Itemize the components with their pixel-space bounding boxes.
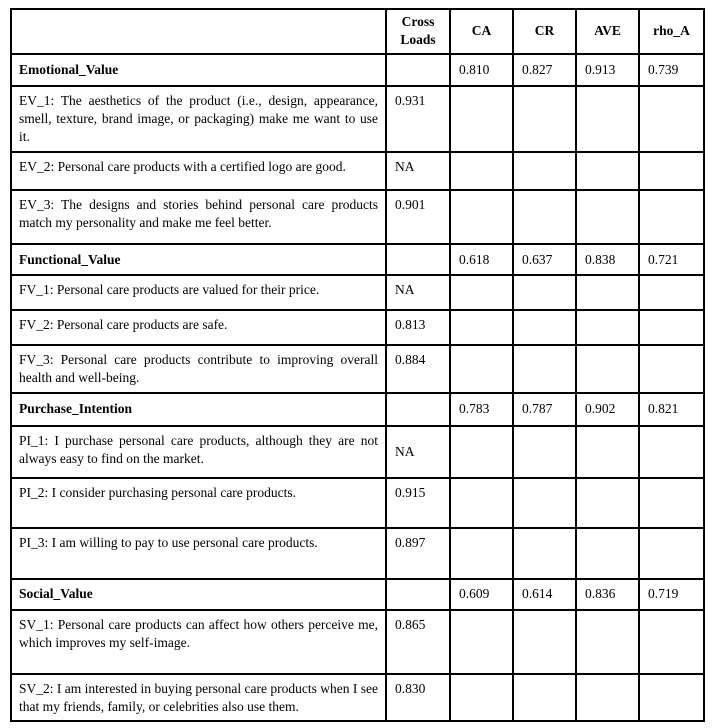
cross-loads-cell: 0.901 bbox=[386, 190, 450, 244]
ave-cell: 0.836 bbox=[576, 579, 639, 610]
item-row bbox=[11, 310, 704, 345]
header-row bbox=[11, 9, 704, 54]
rho-a-cell: 0.821 bbox=[639, 393, 704, 426]
cross-loads-cell: NA bbox=[386, 275, 450, 310]
cr-cell bbox=[513, 275, 576, 310]
rho-a-cell bbox=[639, 190, 704, 244]
item-row bbox=[11, 190, 704, 244]
cross-loads-cell: NA bbox=[386, 426, 450, 478]
col-header-ca: CA bbox=[450, 9, 513, 54]
ave-cell bbox=[576, 190, 639, 244]
col-header-statement bbox=[11, 9, 386, 54]
rho-a-cell bbox=[639, 528, 704, 579]
cr-cell: 0.614 bbox=[513, 579, 576, 610]
table-body bbox=[11, 54, 704, 722]
cross-loads-cell: 0.931 bbox=[386, 86, 450, 152]
ca-cell bbox=[450, 310, 513, 345]
statement-cell: FV_2: Personal care products are safe. bbox=[11, 310, 386, 345]
statement-cell: EV_1: The aesthetics of the product (i.e., design, appearance, smell, texture, brand image, or packaging) make me want to use it. bbox=[11, 86, 386, 152]
construct-row bbox=[11, 54, 704, 86]
cr-cell bbox=[513, 345, 576, 393]
rho-a-cell bbox=[639, 275, 704, 310]
cr-cell bbox=[513, 528, 576, 579]
cross-loads-cell bbox=[386, 244, 450, 275]
cr-cell bbox=[513, 86, 576, 152]
ca-cell bbox=[450, 610, 513, 674]
statement-cell: EV_2: Personal care products with a certified logo are good. bbox=[11, 152, 386, 190]
ave-cell bbox=[576, 674, 639, 722]
ave-cell: 0.838 bbox=[576, 244, 639, 275]
rho-a-cell: 0.721 bbox=[639, 244, 704, 275]
cr-cell bbox=[513, 478, 576, 528]
item-row bbox=[11, 275, 704, 310]
col-header-cross-loads: Cross Loads bbox=[386, 9, 450, 54]
col-header-rho-a: rho_A bbox=[639, 9, 704, 54]
ca-cell bbox=[450, 528, 513, 579]
cross-loads-cell: 0.915 bbox=[386, 478, 450, 528]
ca-cell bbox=[450, 345, 513, 393]
ca-cell: 0.783 bbox=[450, 393, 513, 426]
measurement-model-table bbox=[10, 8, 705, 722]
statement-cell: FV_3: Personal care products contribute to improving overall health and well-being. bbox=[11, 345, 386, 393]
item-row bbox=[11, 610, 704, 674]
rho-a-cell bbox=[639, 478, 704, 528]
construct-row bbox=[11, 244, 704, 275]
statement-cell: FV_1: Personal care products are valued for their price. bbox=[11, 275, 386, 310]
rho-a-cell: 0.739 bbox=[639, 54, 704, 86]
cross-loads-cell bbox=[386, 579, 450, 610]
cross-loads-cell: 0.865 bbox=[386, 610, 450, 674]
rho-a-cell bbox=[639, 152, 704, 190]
statement-cell: PI_2: I consider purchasing personal care products. bbox=[11, 478, 386, 528]
ave-cell bbox=[576, 426, 639, 478]
item-row bbox=[11, 345, 704, 393]
ca-cell bbox=[450, 478, 513, 528]
ca-cell bbox=[450, 190, 513, 244]
ave-cell bbox=[576, 345, 639, 393]
cross-loads-cell bbox=[386, 54, 450, 86]
ave-cell bbox=[576, 310, 639, 345]
ave-cell bbox=[576, 528, 639, 579]
construct-label-cell: Functional_Value bbox=[11, 244, 386, 275]
col-header-cr: CR bbox=[513, 9, 576, 54]
rho-a-cell: 0.719 bbox=[639, 579, 704, 610]
ave-cell bbox=[576, 610, 639, 674]
cr-cell bbox=[513, 310, 576, 345]
cross-loads-cell: 0.884 bbox=[386, 345, 450, 393]
ca-cell bbox=[450, 86, 513, 152]
construct-row bbox=[11, 393, 704, 426]
ca-cell bbox=[450, 426, 513, 478]
rho-a-cell bbox=[639, 310, 704, 345]
rho-a-cell bbox=[639, 610, 704, 674]
construct-label-cell: Purchase_Intention bbox=[11, 393, 386, 426]
statement-cell: EV_3: The designs and stories behind personal care products match my personality and make me feel better. bbox=[11, 190, 386, 244]
ca-cell: 0.618 bbox=[450, 244, 513, 275]
cross-loads-cell: 0.897 bbox=[386, 528, 450, 579]
cr-cell bbox=[513, 426, 576, 478]
construct-label-cell: Social_Value bbox=[11, 579, 386, 610]
construct-row bbox=[11, 579, 704, 610]
item-row bbox=[11, 674, 704, 722]
rho-a-cell bbox=[639, 86, 704, 152]
table-header bbox=[11, 9, 704, 54]
statement-cell: PI_3: I am willing to pay to use personal care products. bbox=[11, 528, 386, 579]
cr-cell bbox=[513, 190, 576, 244]
item-row bbox=[11, 86, 704, 152]
ave-cell bbox=[576, 478, 639, 528]
ca-cell bbox=[450, 674, 513, 722]
ca-cell bbox=[450, 152, 513, 190]
cr-cell bbox=[513, 152, 576, 190]
item-row bbox=[11, 528, 704, 579]
cr-cell bbox=[513, 674, 576, 722]
construct-label-cell: Emotional_Value bbox=[11, 54, 386, 86]
rho-a-cell bbox=[639, 345, 704, 393]
rho-a-cell bbox=[639, 674, 704, 722]
ca-cell bbox=[450, 275, 513, 310]
cr-cell bbox=[513, 610, 576, 674]
cross-loads-cell: 0.813 bbox=[386, 310, 450, 345]
ave-cell bbox=[576, 152, 639, 190]
ca-cell: 0.609 bbox=[450, 579, 513, 610]
ave-cell: 0.913 bbox=[576, 54, 639, 86]
ca-cell: 0.810 bbox=[450, 54, 513, 86]
statement-cell: SV_2: I am interested in buying personal care products when I see that my friends, family, or celebrities also use them. bbox=[11, 674, 386, 722]
ave-cell: 0.902 bbox=[576, 393, 639, 426]
ave-cell bbox=[576, 86, 639, 152]
cross-loads-cell: NA bbox=[386, 152, 450, 190]
cr-cell: 0.637 bbox=[513, 244, 576, 275]
cr-cell: 0.827 bbox=[513, 54, 576, 86]
item-row bbox=[11, 478, 704, 528]
item-row bbox=[11, 426, 704, 478]
statement-cell: PI_1: I purchase personal care products, although they are not always easy to find on the market. bbox=[11, 426, 386, 478]
statement-cell: SV_1: Personal care products can affect how others perceive me, which improves my self-image. bbox=[11, 610, 386, 674]
cross-loads-cell bbox=[386, 393, 450, 426]
cr-cell: 0.787 bbox=[513, 393, 576, 426]
item-row bbox=[11, 152, 704, 190]
col-header-ave: AVE bbox=[576, 9, 639, 54]
cross-loads-cell: 0.830 bbox=[386, 674, 450, 722]
rho-a-cell bbox=[639, 426, 704, 478]
ave-cell bbox=[576, 275, 639, 310]
